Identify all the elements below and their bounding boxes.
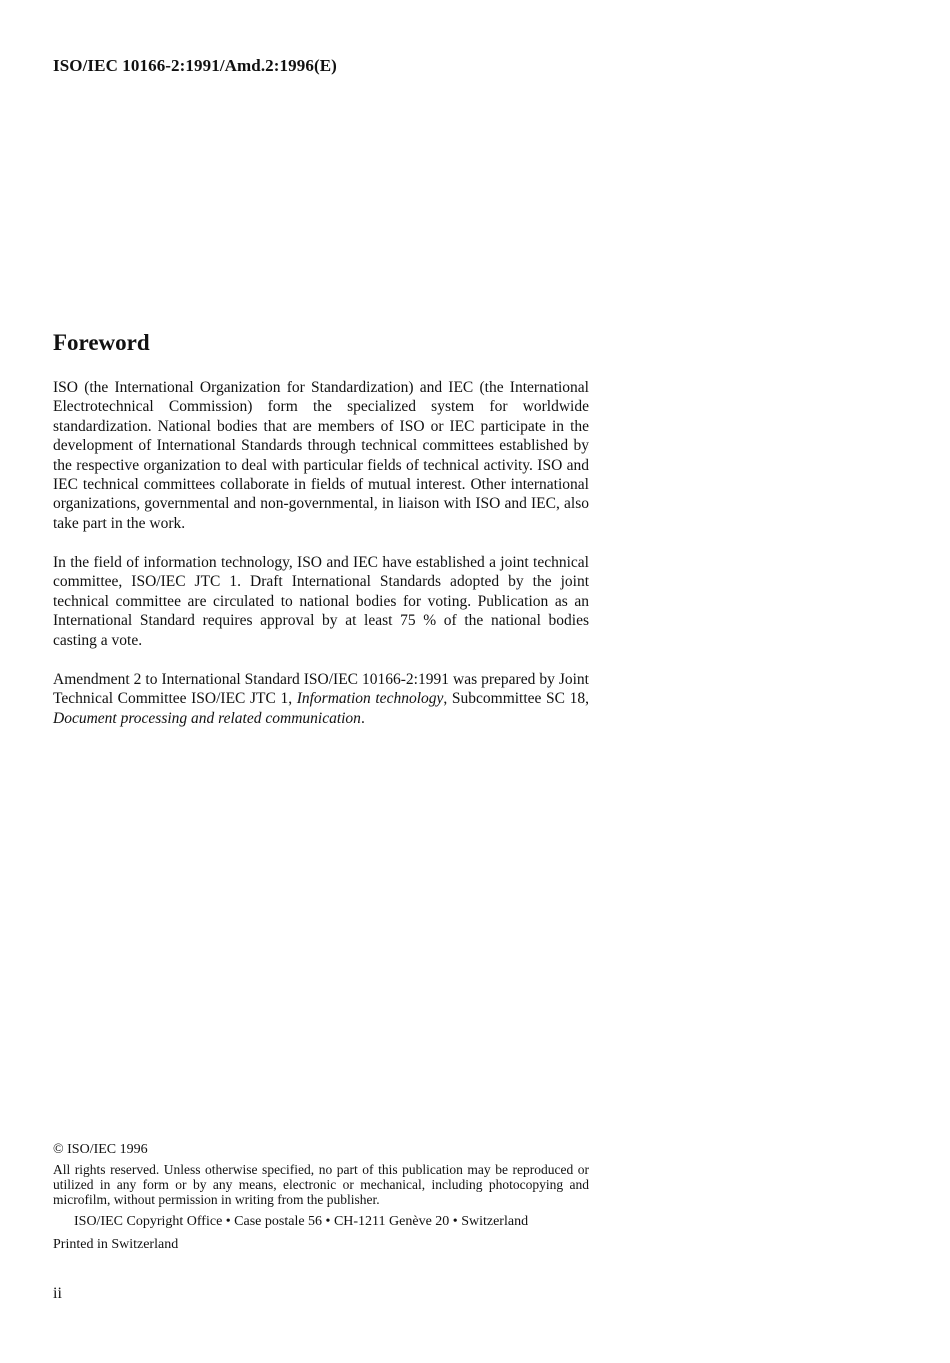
copyright-notice: © ISO/IEC 1996	[53, 1142, 148, 1157]
amendment-italic-committee: Information technology	[296, 690, 444, 708]
amendment-text-3: .	[360, 709, 365, 727]
rights-reserved-notice: All rights reserved. Unless otherwise specified, no part of this publication may be reproduced or utilized in any form or by any means, electronic or mechanical, including photocopying and microfilm, without permission in writing from the publisher.	[53, 1162, 589, 1207]
foreword-paragraph-jtc1: In the field of information technology, ISO and IEC have established a joint technical committee, ISO/IEC JTC 1. Draft International Standards adopted by the joint technical committee are circulated to national bodies for voting. Publication as an International Standard requires approval by at least 75 % of the national bodies casting a vote.	[53, 554, 589, 649]
page-number: ii	[53, 1285, 62, 1302]
amendment-italic-subcommittee: Document processing and related communication	[53, 709, 361, 727]
printed-in-notice: Printed in Switzerland	[53, 1237, 179, 1252]
amendment-text-1: Amendment 2 to International Standard ISO/IEC 10166-2:1991 was prepared by Joint Technical Committee ISO/IEC JTC 1,	[53, 671, 589, 708]
foreword-paragraph-amendment	[53, 670, 589, 728]
amendment-text-2: , Subcommittee SC 18,	[443, 690, 589, 708]
foreword-title: Foreword	[53, 330, 150, 355]
foreword-paragraph-organizations: ISO (the International Organization for Standardization) and IEC (the International Electrotechnical Commission) form the specialized system for worldwide standardization. National bodies that are members of ISO or IEC participate in the development of International Standards through technical committees established by the respective organization to deal with particular fields of technical activity. ISO and IEC technical committees collaborate in fields of mutual interest. Other international organizations, governmental and non-governmental, in liaison with ISO and IEC, also take part in the work.	[53, 379, 589, 532]
document-id-header: ISO/IEC 10166-2:1991/Amd.2:1996(E)	[53, 56, 337, 75]
copyright-office-address: ISO/IEC Copyright Office • Case postale 56 • CH-1211 Genève 20 • Switzerland	[74, 1214, 529, 1229]
